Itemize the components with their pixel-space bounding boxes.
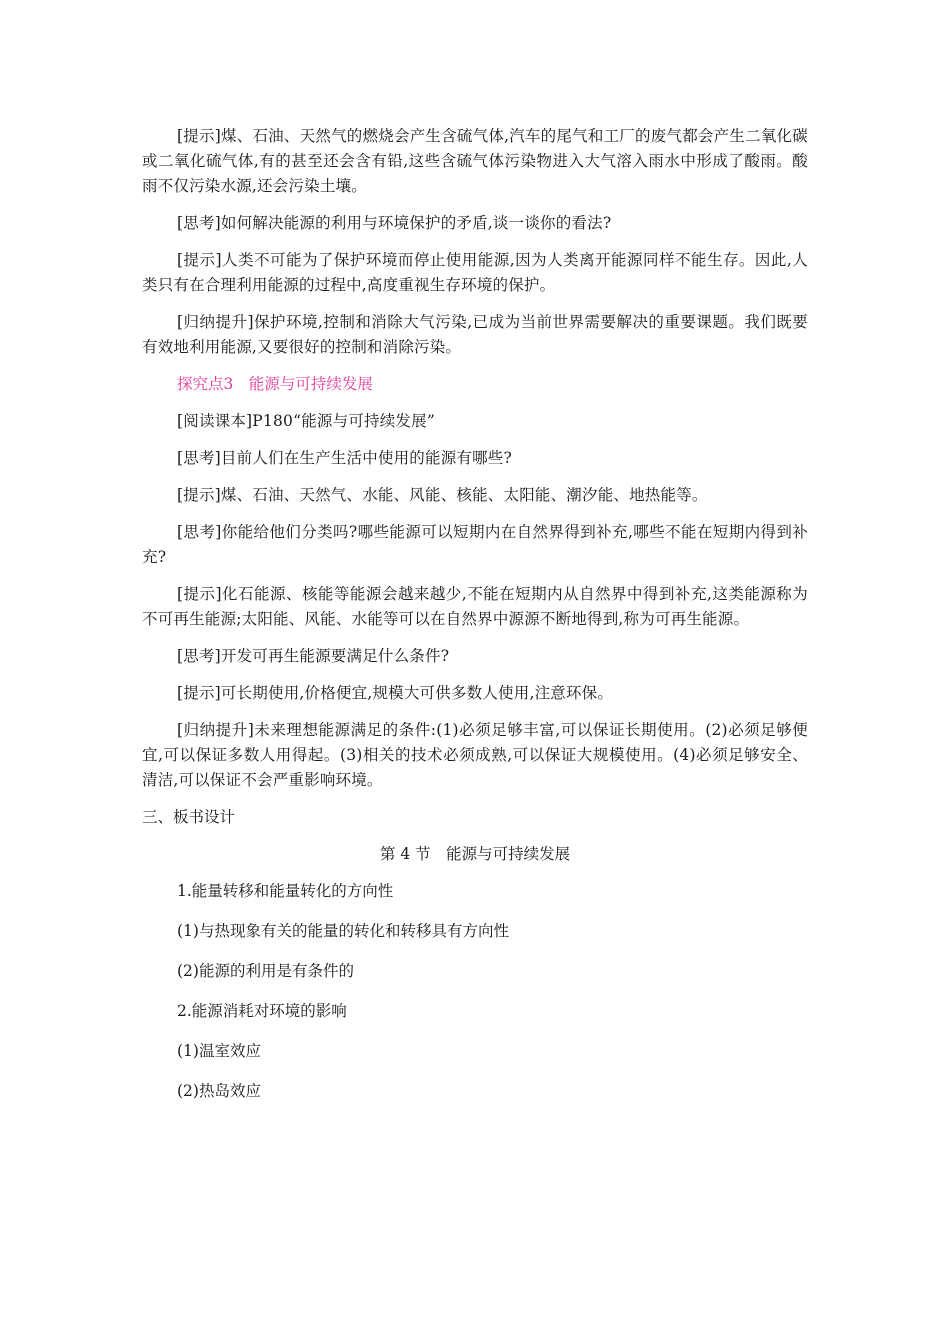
think-paragraph-contradiction: [思考]如何解决能源的利用与环境保护的矛盾,谈一谈你的看法? [177, 214, 612, 232]
think-paragraph-classify: [思考]你能给他们分类吗?哪些能源可以短期内在自然界得到补充,哪些不能在短期内得到补充? [142, 523, 808, 566]
outline-item: (1)与热现象有关的能量的转化和转移具有方向性 [177, 922, 509, 940]
hint-paragraph-acid-rain: [提示]煤、石油、天然气的燃烧会产生含硫气体,汽车的尾气和工厂的废气都会产生二氧化碳或二氧化硫气体,有的甚至还会含有铅,这些含硫气体污染物进入大气溶入雨水中形成了酸雨。酸雨不仅污染水源,还会污染土壤。 [142, 127, 808, 195]
summary-paragraph-pollution: [归纳提升]保护环境,控制和消除大气污染,已成为当前世界需要解决的重要课题。我们既要有效地利用能源,又要很好的控制和消除污染。 [142, 313, 808, 356]
explore-point-heading: 探究点3 能源与可持续发展 [177, 375, 373, 393]
section-title-board-design: 三、板书设计 [142, 808, 236, 826]
outline-item: (1)温室效应 [177, 1042, 261, 1060]
outline-item: (2)能源的利用是有条件的 [177, 962, 354, 980]
outline-item: 2.能源消耗对环境的影响 [177, 1002, 347, 1020]
summary-paragraph-ideal-energy: [归纳提升]未来理想能源满足的条件:(1)必须足够丰富,可以保证长期使用。(2)必须足够便宜,可以保证多数人用得起。(3)相关的技术必须成熟,可以保证大规模使用。(4)必须足够安全、清洁,可以保证不会严重影响环境。 [142, 721, 808, 789]
hint-paragraph-protection: [提示]人类不可能为了保护环境而停止使用能源,因为人类离开能源同样不能生存。因此,人类只有在合理利用能源的过程中,高度重视生存环境的保护。 [142, 251, 808, 294]
read-textbook-paragraph: [阅读课本]P180“能源与可持续发展” [177, 412, 435, 430]
hint-paragraph-conditions: [提示]可长期使用,价格便宜,规模大可供多数人使用,注意环保。 [177, 684, 614, 702]
think-paragraph-energy-types: [思考]目前人们在生产生活中使用的能源有哪些? [177, 449, 513, 467]
document-content [142, 124, 808, 1119]
outline-item: 1.能量转移和能量转化的方向性 [177, 882, 394, 900]
board-title: 第 4 节 能源与可持续发展 [379, 845, 571, 863]
think-paragraph-conditions: [思考]开发可再生能源要满足什么条件? [177, 647, 450, 665]
outline-item: (2)热岛效应 [177, 1082, 261, 1100]
hint-paragraph-energy-list: [提示]煤、石油、天然气、水能、风能、核能、太阳能、潮汐能、地热能等。 [177, 486, 708, 504]
hint-paragraph-renewable: [提示]化石能源、核能等能源会越来越少,不能在短期内从自然界中得到补充,这类能源称为不可再生能源;太阳能、风能、水能等可以在自然界中源源不断地得到,称为可再生能源。 [142, 585, 808, 628]
